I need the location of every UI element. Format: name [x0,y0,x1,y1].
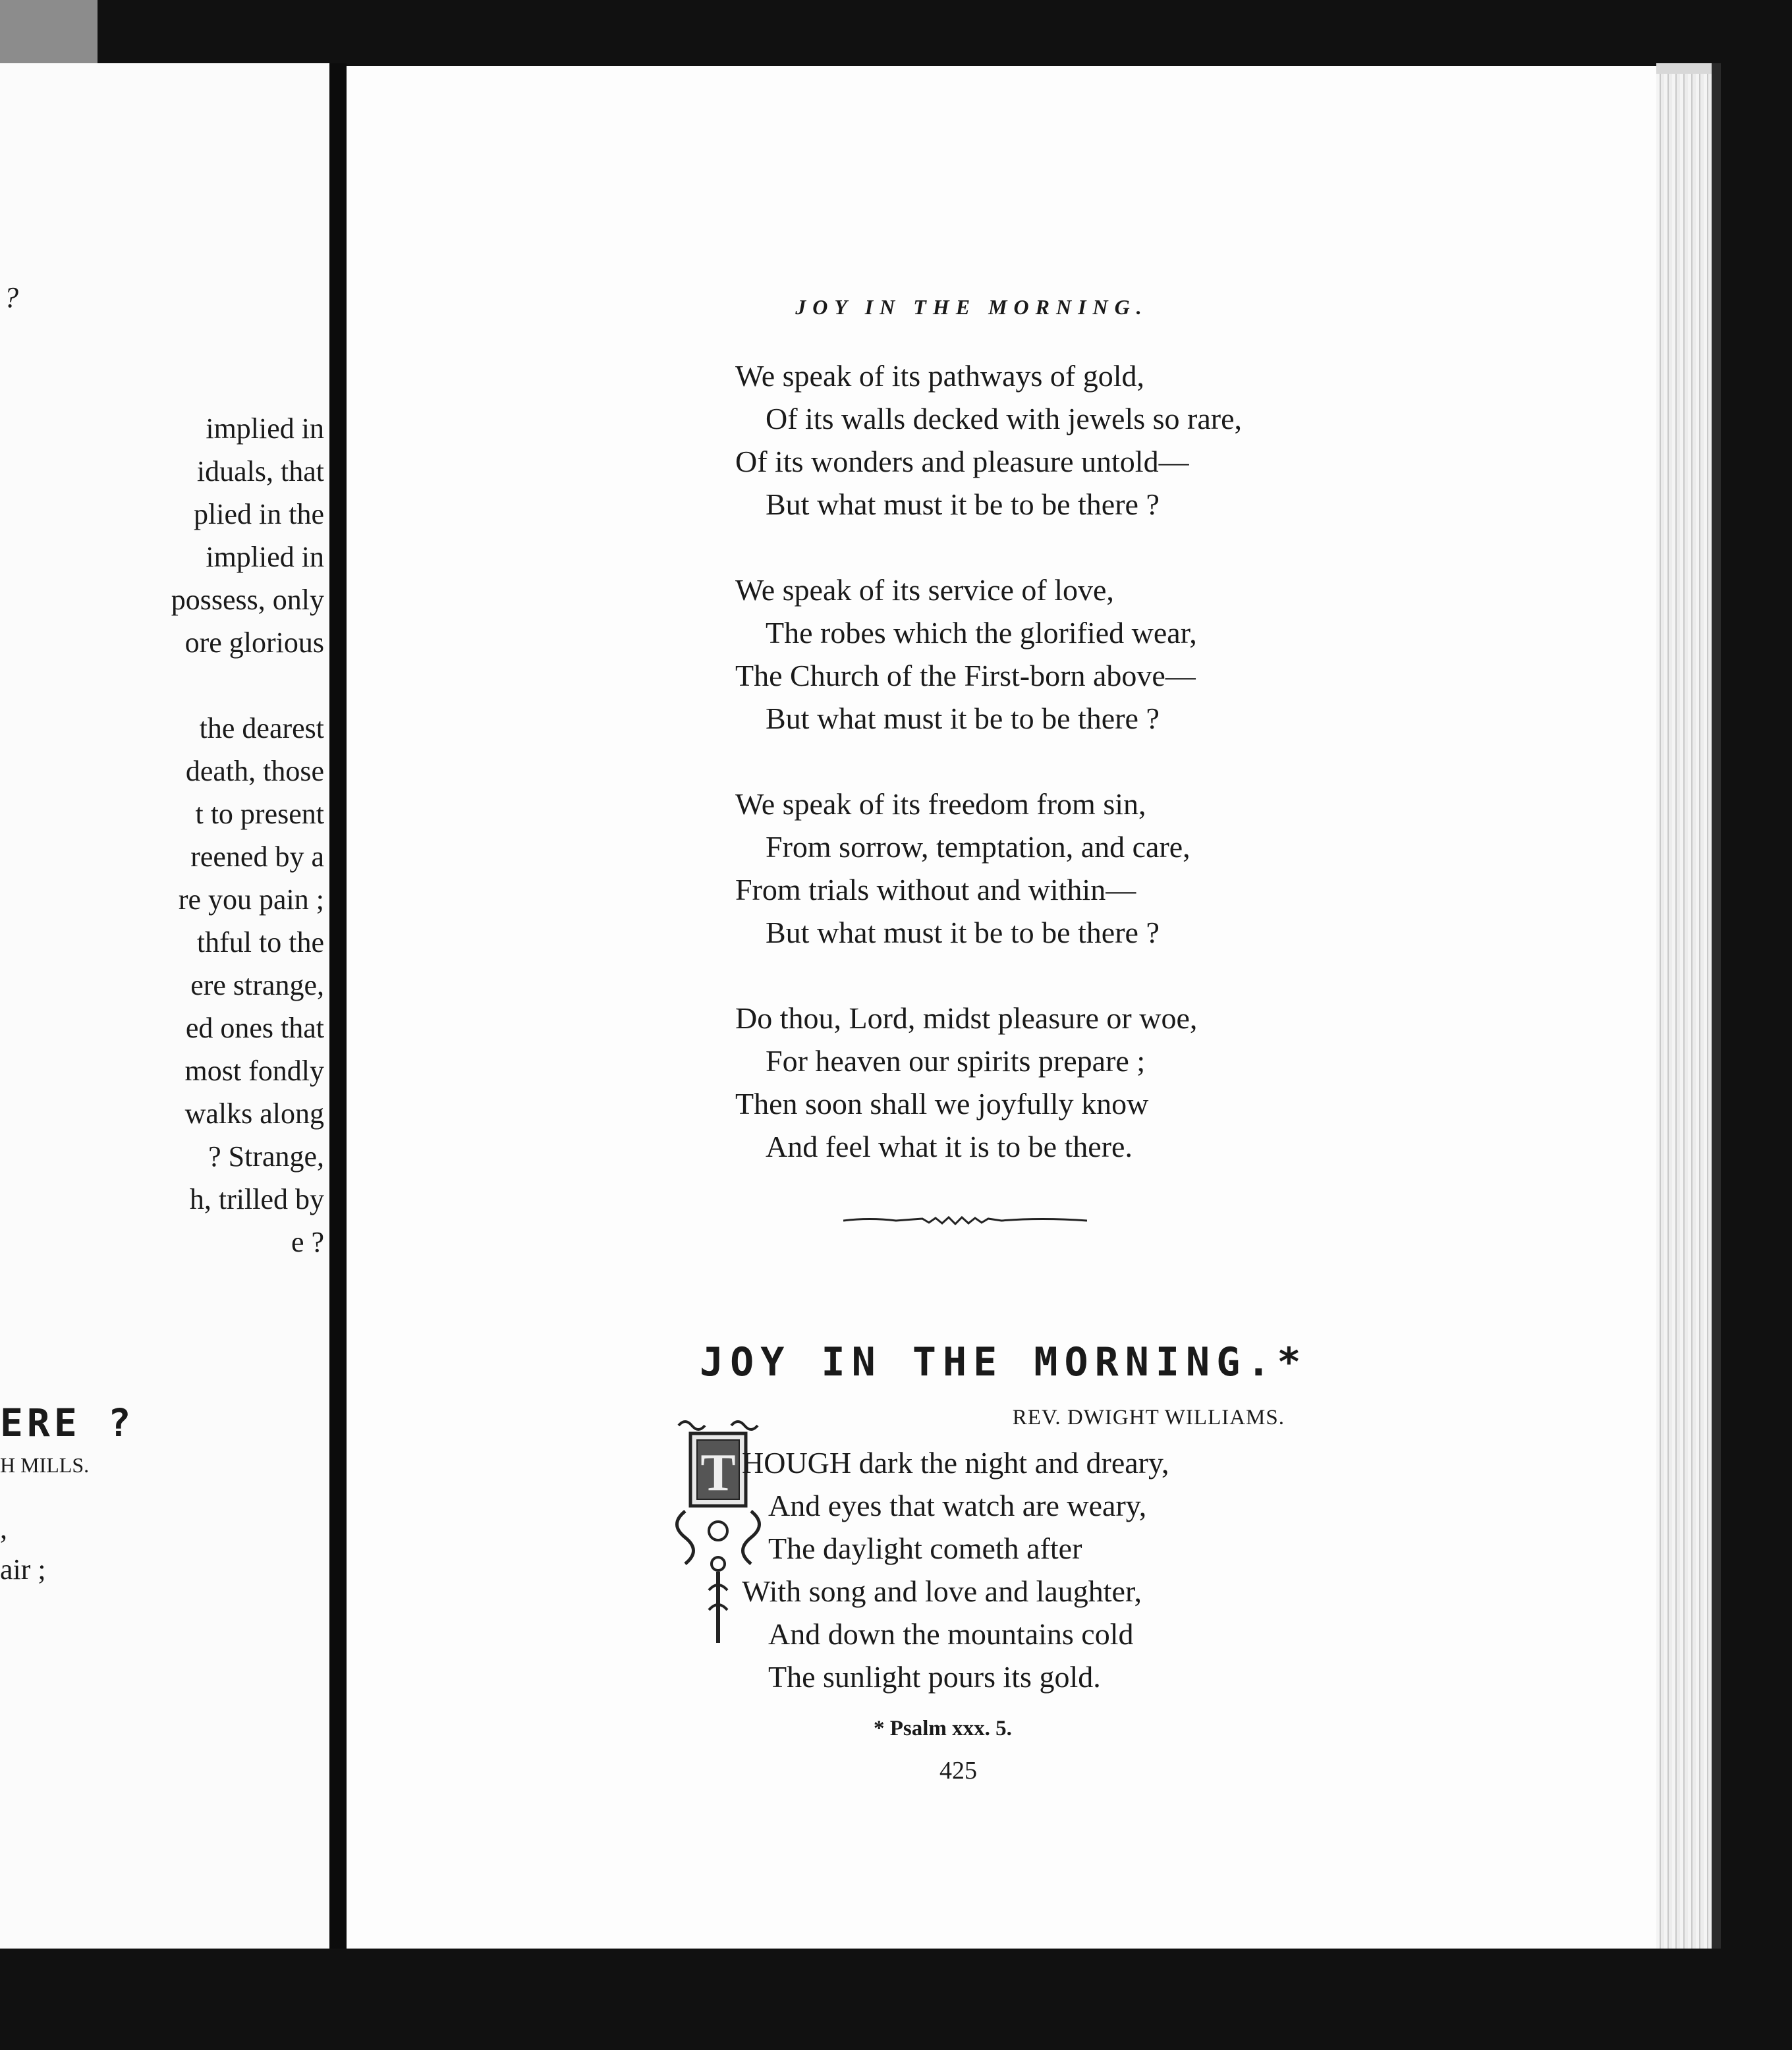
left-page-line: reened by a [190,841,324,873]
footnote: * Psalm xxx. 5. [874,1717,1012,1740]
scanner-corner [0,0,98,63]
poem-line: Then soon shall we joyfully know [735,1087,1149,1121]
poem-line: From trials without and within— [735,873,1136,906]
poem-line: But what must it be to be there ? [766,702,1160,735]
left-poem-line: air ; [0,1553,46,1586]
left-page-poem [0,1509,46,1590]
left-page-line: ? Strange, [208,1140,324,1173]
poem-line: But what must it be to be there ? [766,916,1160,949]
poem-line: From sorrow, temptation, and care, [766,830,1190,864]
poem-line: Of its walls decked with jewels so rare, [766,402,1243,435]
page-edges [1656,74,1712,1949]
left-page-line: re you pain ; [178,883,324,916]
left-page-author: H MILLS. [0,1453,90,1477]
poem-line: We speak of its freedom from sin, [735,787,1146,821]
left-page-line: death, those [185,755,324,787]
poem-second-author: REV. DWIGHT WILLIAMS. [1012,1406,1285,1429]
page-edges-shadow [1712,63,1721,1949]
poem-line: Do thou, Lord, midst pleasure or woe, [735,1001,1198,1035]
poem-line: The robes which the glorified wear, [766,616,1197,650]
poem-line: The Church of the First-born above— [735,659,1196,692]
left-page-line: iduals, that [196,455,324,487]
right-page [347,66,1656,1949]
stanza [735,783,1242,954]
left-page-line: implied in [206,412,324,445]
stanza [735,354,1242,526]
poem-line: But what must it be to be there ? [766,487,1160,521]
left-page-line: t to present [195,798,324,830]
left-page-line: ore glorious [184,626,324,659]
poem-line: Of its wonders and pleasure untold— [735,445,1189,478]
left-page-line: thful to the [196,926,324,958]
poem-line: And eyes that watch are weary, [768,1489,1147,1522]
poem-line: And feel what it is to be there. [766,1130,1133,1163]
left-page-line: ed ones that [185,1012,324,1044]
poem-line: The daylight cometh after [768,1532,1082,1565]
left-page-line [171,664,324,707]
left-poem-line: , [0,1512,7,1545]
poem-line: With song and love and laughter, [742,1574,1142,1608]
left-page-line: walks along [184,1097,324,1130]
left-page-line: implied in [206,541,324,573]
left-page-line: possess, only [171,584,324,616]
dropcap-letter: T [700,1444,736,1502]
left-page-title: ERE ? [0,1400,135,1445]
left-page-line: the dearest [199,712,324,744]
poem-line: HOUGH dark the night and dreary, [742,1446,1169,1480]
ornamental-divider [843,1211,1087,1231]
poem-line: For heaven our spirits prepare ; [766,1044,1146,1078]
left-page-line: most fondly [184,1055,324,1087]
stanza [735,997,1242,1168]
left-page-line: e ? [291,1226,324,1258]
left-page-mark: ? [4,281,18,314]
poem-line: And down the mountains cold [768,1617,1134,1651]
poem-line: We speak of its pathways of gold, [735,359,1144,393]
stanza [735,568,1242,740]
left-page-line: ere strange, [190,969,324,1001]
poem-line: The sunlight pours its gold. [768,1660,1101,1694]
left-page [0,63,329,1949]
poem-second-title: JOY IN THE MORNING.* [700,1339,1308,1385]
running-head: JOY IN THE MORNING. [795,295,1148,319]
left-page-line: plied in the [194,498,324,530]
book-gutter [329,63,347,1949]
left-page-line: h, trilled by [189,1183,324,1215]
poem-second [742,1441,1169,1698]
poem-line: We speak of its service of love, [735,573,1114,607]
page-number: 425 [939,1757,977,1785]
left-page-text [171,407,324,1263]
poem-first [735,354,1242,1211]
